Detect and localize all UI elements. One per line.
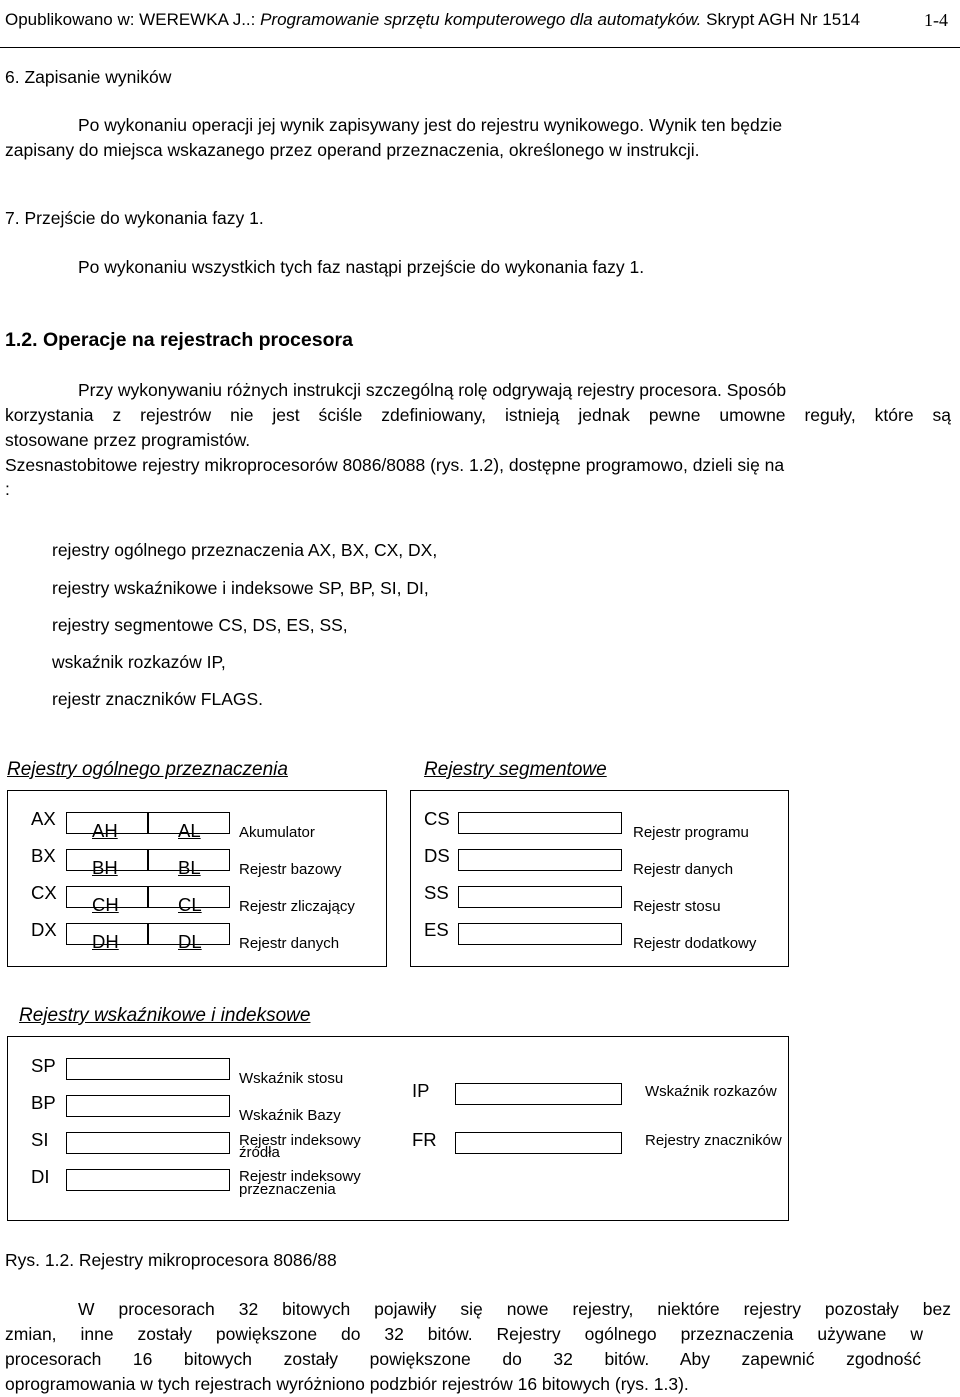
register-bh: BH — [92, 857, 118, 878]
index-desc: przeznaczenia — [239, 1181, 336, 1198]
register-dh: DH — [92, 931, 119, 952]
register-fr: FR — [412, 1129, 437, 1150]
register-ss: SS — [424, 882, 449, 903]
register-ip: IP — [412, 1080, 430, 1101]
register-dx: DX — [31, 919, 57, 940]
register-al: AL — [178, 820, 201, 841]
closing-line-2: zmian, inne zostały powiększone do 32 bitów. Rejestry ogólnego przeznaczenia używane w — [5, 1324, 923, 1344]
closing-line-3: procesorach 16 bitowych zostały powiększone do 32 bitów. Aby zapewnić zgodność — [5, 1349, 921, 1369]
section-1-2-line-5: : — [5, 479, 10, 499]
general-desc: Rejestr danych — [239, 935, 340, 952]
header-prefix: Opublikowano w: WEREWKA J..: — [5, 10, 261, 29]
index-desc: Rejestr indeksowy — [239, 1132, 361, 1149]
register-list-item: rejestry ogólnego przeznaczenia AX, BX, CX, DX, — [52, 540, 438, 560]
register-cl: CL — [178, 894, 202, 915]
register-bar-cs — [458, 812, 622, 834]
register-bar-ss — [458, 886, 622, 908]
register-bar-bp — [66, 1095, 230, 1117]
segment-desc: Rejestr stosu — [633, 898, 721, 915]
register-si: SI — [31, 1129, 49, 1150]
page-number: 1-4 — [924, 10, 948, 30]
header-title: Programowanie sprzętu komputerowego dla automatyków. — [260, 10, 702, 29]
register-dl: DL — [178, 931, 202, 952]
index-desc: Wskaźnik Bazy — [239, 1107, 341, 1124]
register-bl: BL — [178, 857, 201, 878]
section-1-2-line-3: stosowane przez programistów. — [5, 430, 251, 450]
byte-separator — [147, 886, 149, 908]
segment-registers-title: Rejestry segmentowe — [424, 759, 607, 780]
register-bar-ip — [455, 1083, 622, 1105]
register-bar-di — [66, 1169, 230, 1191]
section-6-heading: 6. Zapisanie wyników — [5, 67, 172, 87]
closing-line-4: oprogramowania w tych rejestrach wyróżniono podzbiór rejestrów 16 bitowych (rys. 1.3). — [5, 1374, 689, 1394]
segment-desc: Rejestr danych — [633, 861, 734, 878]
general-desc: Akumulator — [239, 824, 315, 841]
byte-separator — [147, 812, 149, 834]
header-rule — [0, 47, 960, 48]
index-registers-title: Rejestry wskaźnikowe i indeksowe — [19, 1005, 311, 1026]
register-ah: AH — [92, 820, 118, 841]
general-registers-title: Rejestry ogólnego przeznaczenia — [7, 759, 288, 780]
segment-desc: Rejestr dodatkowy — [633, 935, 757, 952]
section-1-2-heading: 1.2. Operacje na rejestrach procesora — [5, 329, 353, 351]
special-desc: Wskaźnik rozkazów — [645, 1083, 777, 1100]
index-desc: Rejestr indeksowy — [239, 1168, 361, 1185]
register-bar-ds — [458, 849, 622, 871]
index-desc: źródła — [239, 1144, 280, 1161]
register-bar-si — [66, 1132, 230, 1154]
closing-line-1: W procesorach 32 bitowych pojawiły się nowe rejestry, niektóre rejestry pozostały bez — [78, 1299, 951, 1319]
register-list-item: rejestr znaczników FLAGS. — [52, 689, 264, 709]
byte-separator — [147, 923, 149, 945]
section-7-heading: 7. Przejście do wykonania fazy 1. — [5, 208, 264, 228]
register-list-item: rejestry segmentowe CS, DS, ES, SS, — [52, 615, 348, 635]
byte-separator — [147, 849, 149, 871]
running-header — [5, 10, 860, 30]
section-1-2-line-1: Przy wykonywaniu różnych instrukcji szczególną rolę odgrywają rejestry procesora. Sposób — [78, 380, 787, 400]
register-ds: DS — [424, 845, 450, 866]
general-desc: Rejestr bazowy — [239, 861, 342, 878]
special-desc: Rejestry znaczników — [645, 1132, 782, 1149]
figure-caption: Rys. 1.2. Rejestry mikroprocesora 8086/88 — [5, 1250, 337, 1270]
register-bx: BX — [31, 845, 56, 866]
section-6-line-1: Po wykonaniu operacji jej wynik zapisywany jest do rejestru wynikowego. Wynik ten będzie — [78, 115, 783, 135]
register-es: ES — [424, 919, 449, 940]
register-bar-sp — [66, 1058, 230, 1080]
general-desc: Rejestr zliczający — [239, 898, 355, 915]
register-bar-fr — [455, 1132, 622, 1154]
section-6-line-2: zapisany do miejsca wskazanego przez operand przeznaczenia, określonego w instrukcji. — [5, 140, 700, 160]
register-di: DI — [31, 1166, 50, 1187]
register-bar-es — [458, 923, 622, 945]
register-bp: BP — [31, 1092, 56, 1113]
register-cs: CS — [424, 808, 450, 829]
register-list-item: wskaźnik rozkazów IP, — [52, 652, 226, 672]
register-ax: AX — [31, 808, 56, 829]
header-suffix: Skrypt AGH Nr 1514 — [701, 10, 861, 29]
section-1-2-line-2: korzystania z rejestrów nie jest ściśle zdefiniowany, istnieją jednak pewne umowne reguły, które są — [5, 405, 951, 425]
section-1-2-line-4: Szesnastobitowe rejestry mikroprocesorów 8086/8088 (rys. 1.2), dostępne programowo, dzieli się na — [5, 455, 785, 475]
section-7-line: Po wykonaniu wszystkich tych faz nastąpi przejście do wykonania fazy 1. — [78, 257, 645, 277]
index-desc: Wskaźnik stosu — [239, 1070, 344, 1087]
register-cx: CX — [31, 882, 57, 903]
register-sp: SP — [31, 1055, 56, 1076]
register-list-item: rejestry wskaźnikowe i indeksowe SP, BP, SI, DI, — [52, 578, 429, 598]
register-ch: CH — [92, 894, 119, 915]
segment-desc: Rejestr programu — [633, 824, 749, 841]
